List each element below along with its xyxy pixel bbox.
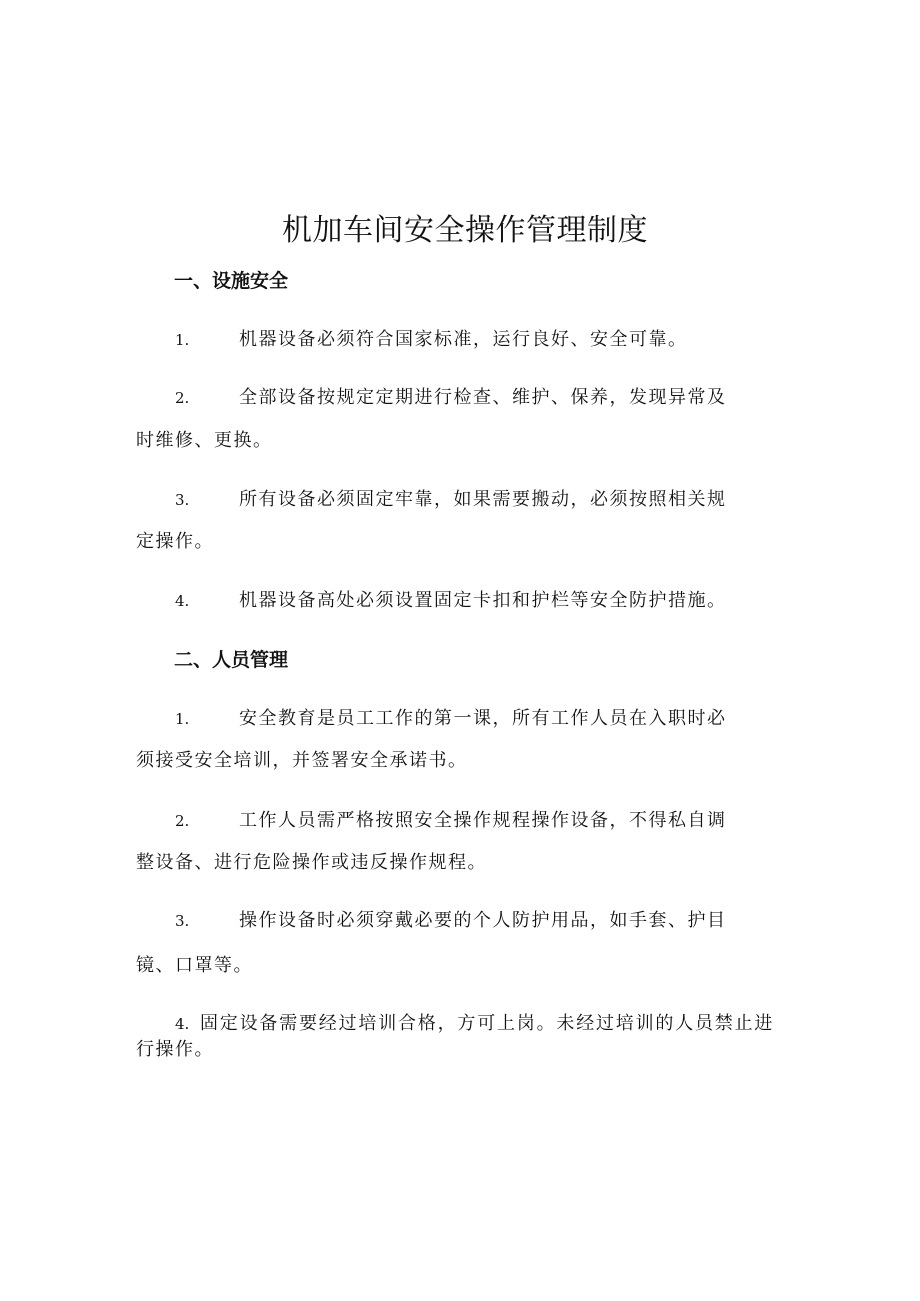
item-text-continuation: 行操作。	[136, 1039, 214, 1060]
item-number: 2.	[175, 812, 190, 830]
item-text-continuation: 定操作。	[136, 531, 214, 552]
item-text: 机器设备高处必须设置固定卡扣和护栏等安全防护措施。	[239, 590, 727, 611]
item-text: 所有设备必须固定牢靠，如果需要搬动，必须按照相关规	[239, 489, 727, 510]
item-text: 安全教育是员工工作的第一课，所有工作人员在入职时必	[239, 708, 727, 729]
item-number: 3.	[175, 491, 190, 509]
item-number: 1.	[175, 331, 190, 349]
item-text-continuation: 须接受安全培训，并签署安全承诺书。	[136, 750, 468, 771]
item-number: 4.	[175, 1015, 190, 1033]
item-text: 机器设备必须符合国家标准，运行良好、安全可靠。	[239, 329, 688, 350]
section-heading-facility-safety: 一、设施安全	[174, 270, 289, 292]
item-number: 1.	[175, 710, 190, 728]
item-text: 操作设备时必须穿戴必要的个人防护用品，如手套、护目	[239, 910, 727, 931]
item-text: 工作人员需严格按照安全操作规程操作设备，不得私自调	[239, 810, 727, 831]
item-text-continuation: 镜、口罩等。	[136, 955, 253, 976]
document-title: 机加车间安全操作管理制度	[282, 213, 648, 248]
item-number: 3.	[175, 912, 190, 930]
item-text-continuation: 时维修、更换。	[136, 430, 273, 451]
item-text: 全部设备按规定定期进行检查、维护、保养，发现异常及	[239, 387, 727, 408]
item-number: 2.	[175, 389, 190, 407]
item-text-continuation: 整设备、进行危险操作或违反操作规程。	[136, 852, 487, 873]
section-heading-personnel-management: 二、人员管理	[174, 649, 289, 671]
item-number: 4.	[175, 592, 190, 610]
item-text: 固定设备需要经过培训合格，方可上岗。未经过培训的人员禁止进	[200, 1013, 775, 1034]
